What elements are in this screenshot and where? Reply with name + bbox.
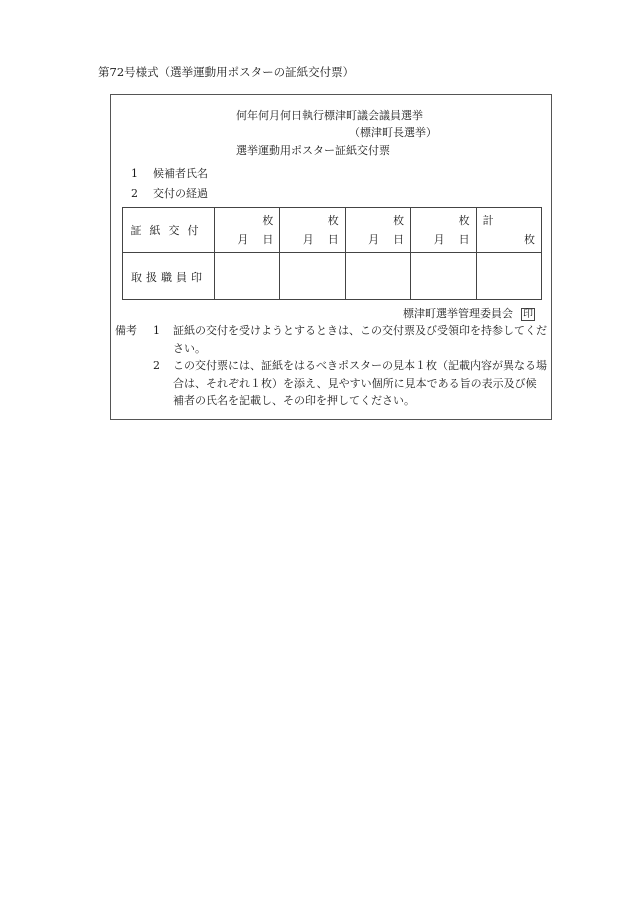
sheet-unit: 枚 xyxy=(393,214,405,227)
total-label: 計 xyxy=(482,214,494,227)
item-label: 候補者氏名 xyxy=(153,167,208,180)
notes-heading: 備考 xyxy=(115,324,137,337)
title-line-2: （標津町長選挙） xyxy=(349,126,437,139)
note-item xyxy=(115,357,547,410)
title-line-1: 何年何月何日執行標津町議会議員選挙 xyxy=(236,109,423,122)
sheet-unit: 枚 xyxy=(458,214,470,227)
committee-signature xyxy=(403,305,535,321)
item-label: 交付の経過 xyxy=(153,187,208,200)
table-row xyxy=(123,253,542,300)
notes-section xyxy=(115,322,547,410)
seal-cell[interactable] xyxy=(280,253,345,300)
item-candidate-name xyxy=(131,165,208,181)
note-text: 証紙の交付を受けようとするときは、この交付票及び受領印を持参してください。 xyxy=(173,324,547,355)
seal-cell[interactable] xyxy=(411,253,476,300)
date-labels: 月 日 xyxy=(368,233,405,246)
date-labels: 月 日 xyxy=(433,233,470,246)
note-number: 2 xyxy=(153,359,160,372)
committee-name: 標津町選挙管理委員会 xyxy=(403,307,513,320)
seal-cell[interactable] xyxy=(476,253,541,300)
total-unit: 枚 xyxy=(524,233,535,246)
item-issuance-history xyxy=(131,185,208,201)
date-labels: 月 日 xyxy=(302,233,339,246)
seal-mark: 印 xyxy=(523,309,533,320)
issuance-cell[interactable] xyxy=(411,208,476,253)
sheet-unit: 枚 xyxy=(262,214,274,227)
issuance-cell[interactable] xyxy=(215,208,280,253)
row-header-issuance: 証紙交付 xyxy=(123,208,215,253)
row-header-staff-seal: 取扱職員印 xyxy=(123,253,215,300)
issuance-table xyxy=(122,207,542,300)
item-number: 2 xyxy=(131,187,138,200)
title-line-3: 選挙運動用ポスター証紙交付票 xyxy=(236,144,390,157)
total-cell[interactable] xyxy=(476,208,541,253)
form-label: 第72号様式（選挙運動用ポスターの証紙交付票） xyxy=(98,65,355,79)
seal-cell[interactable] xyxy=(215,253,280,300)
date-labels: 月 日 xyxy=(237,233,274,246)
issuance-cell[interactable] xyxy=(280,208,345,253)
item-number: 1 xyxy=(131,167,138,180)
note-number: 1 xyxy=(153,324,160,337)
form-frame xyxy=(110,94,552,420)
sheet-unit: 枚 xyxy=(327,214,339,227)
note-item xyxy=(115,322,547,357)
note-text: この交付票には、証紙をはるべきポスターの見本１枚（記載内容が異なる場合は、それぞれ１枚）を添え、見やすい個所に見本である旨の表示及び候補者の氏名を記載し、その印を押してください。 xyxy=(173,359,547,407)
seal-cell[interactable] xyxy=(345,253,410,300)
issuance-cell[interactable] xyxy=(345,208,410,253)
table-row xyxy=(123,208,542,253)
